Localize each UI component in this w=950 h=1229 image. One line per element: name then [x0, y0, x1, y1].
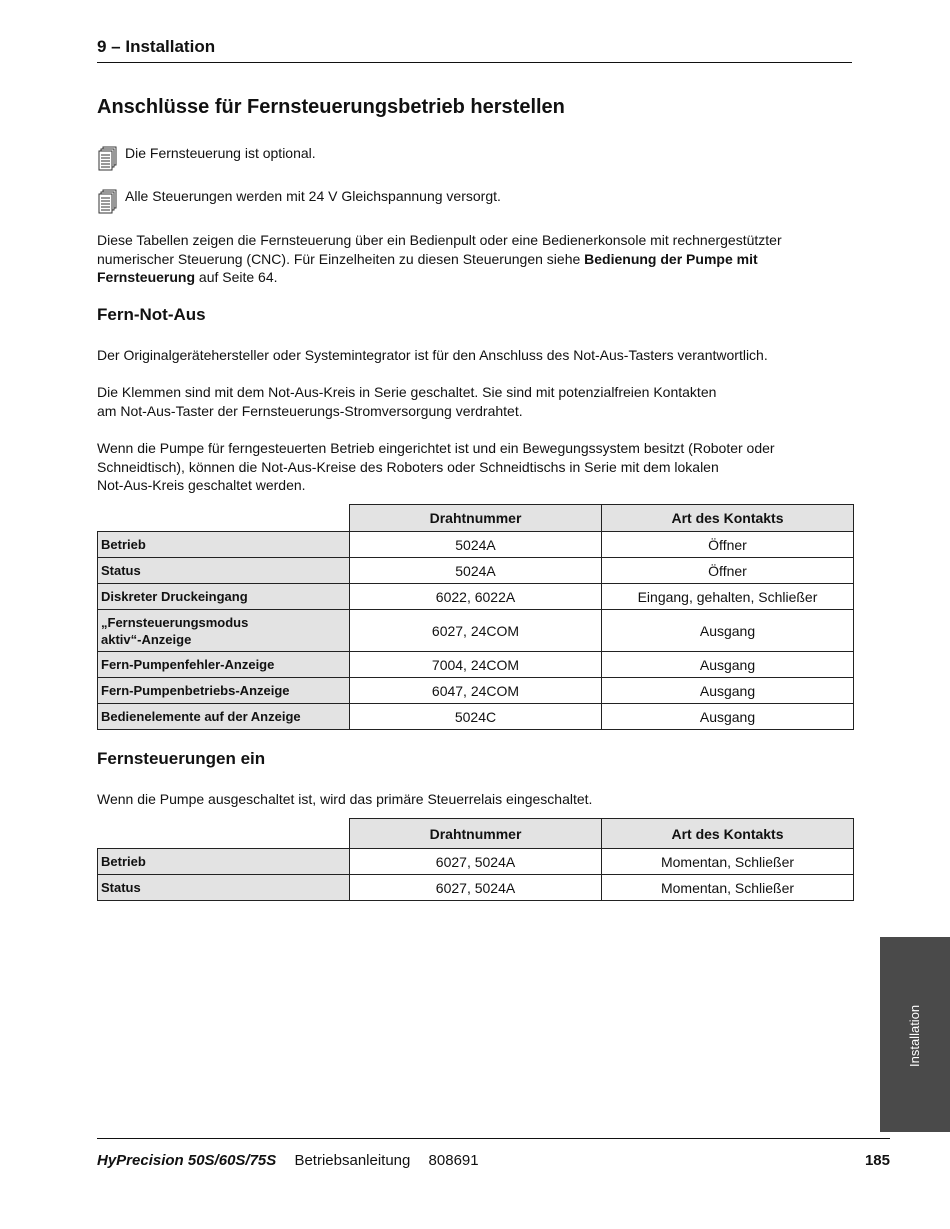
- section-heading-fernsteuerungen-ein: Fernsteuerungen ein: [97, 749, 266, 768]
- row-label: [98, 610, 350, 652]
- paragraph: [97, 439, 852, 495]
- row-label: Betrieb: [98, 532, 350, 558]
- paragraph: [97, 790, 852, 809]
- paragraph-text: am Not-Aus-Taster der Fernsteuerungs-Stromversorgung verdrahtet.: [97, 402, 523, 419]
- paragraph-text: Die Klemmen sind mit dem Not-Aus-Kreis in Serie geschaltet. Sie sind mit potenzialfreien Kontakten: [97, 384, 717, 400]
- row-label: Fern-Pumpenfehler-Anzeige: [98, 652, 350, 678]
- intro-line: auf Seite 64.: [195, 269, 278, 285]
- table-row: [98, 678, 854, 704]
- page-header: [97, 36, 852, 63]
- wire-number: 6022, 6022A: [350, 584, 602, 610]
- table-row: [98, 558, 854, 584]
- table-header-blank: [98, 505, 350, 532]
- wire-number: 5024A: [350, 532, 602, 558]
- row-label: Fern-Pumpenbetriebs-Anzeige: [98, 678, 350, 704]
- intro-line: Diese Tabellen zeigen die Fernsteuerung über ein Bedienpult oder eine Bedienerkonsole mit rechnergestützter: [97, 232, 782, 248]
- table-row: [98, 849, 854, 875]
- document-number: 808691: [428, 1152, 479, 1169]
- paragraph-text: Der Originalgerätehersteller oder Systemintegrator ist für den Anschluss des Not-Aus-Tasters verantwortlich.: [97, 347, 768, 363]
- table-row: [98, 875, 854, 901]
- note-icon: [97, 189, 119, 215]
- table-row: [98, 584, 854, 610]
- contact-type: Öffner: [602, 532, 854, 558]
- table-header-wire: Drahtnummer: [350, 505, 602, 532]
- section-title: 9 – Installation: [97, 37, 216, 56]
- contact-type: Eingang, gehalten, Schließer: [602, 584, 854, 610]
- contact-type: Öffner: [602, 558, 854, 584]
- table-header-row: [98, 819, 854, 849]
- section-heading-fern-not-aus: Fern-Not-Aus: [97, 305, 206, 324]
- product-name: HyPrecision 50S/60S/75S: [97, 1152, 277, 1169]
- contact-type: Ausgang: [602, 652, 854, 678]
- page-footer: [97, 1152, 890, 1174]
- note-voltage: [97, 189, 857, 217]
- not-aus-table: [97, 504, 854, 730]
- note-text: Die Fernsteuerung ist optional.: [125, 145, 316, 161]
- note-optional: [97, 146, 857, 174]
- intro-line: numerischer Steuerung (CNC). Für Einzelheiten zu diesen Steuerungen siehe: [97, 250, 585, 267]
- side-tab-label: Installation: [907, 1004, 922, 1067]
- contact-type: Ausgang: [602, 610, 854, 652]
- paragraph: [97, 383, 852, 420]
- fernsteuerungen-ein-table: [97, 818, 854, 901]
- note-icon: [97, 146, 119, 172]
- paragraph-text: Wenn die Pumpe ausgeschaltet ist, wird das primäre Steuerrelais eingeschaltet.: [97, 791, 593, 807]
- contact-type: Momentan, Schließer: [602, 875, 854, 901]
- table-row: [98, 704, 854, 730]
- cross-reference-link[interactable]: Bedienung der Pumpe mit: [584, 250, 758, 267]
- paragraph-text: Not-Aus-Kreis geschaltet werden.: [97, 477, 306, 493]
- wire-number: 5024C: [350, 704, 602, 730]
- row-label-line: „Fernsteuerungsmodus: [101, 614, 249, 630]
- row-label: Status: [98, 558, 350, 584]
- table-header-contact: Art des Kontakts: [602, 819, 854, 849]
- contact-type: Ausgang: [602, 704, 854, 730]
- table-header-row: [98, 505, 854, 532]
- footer-divider: [97, 1138, 890, 1139]
- table-header-blank: [98, 819, 350, 849]
- note-text: Alle Steuerungen werden mit 24 V Gleichspannung versorgt.: [125, 188, 501, 204]
- wire-number: 6027, 5024A: [350, 875, 602, 901]
- contact-type: Momentan, Schließer: [602, 849, 854, 875]
- wire-number: 6027, 5024A: [350, 849, 602, 875]
- manual-type: Betriebsanleitung: [294, 1152, 411, 1169]
- wire-number: 6027, 24COM: [350, 610, 602, 652]
- row-label: Bedienelemente auf der Anzeige: [98, 704, 350, 730]
- page-number: 185: [864, 1152, 890, 1169]
- paragraph: [97, 346, 852, 365]
- row-label: Diskreter Druckeingang: [98, 584, 350, 610]
- row-label: Betrieb: [98, 849, 350, 875]
- wire-number: 5024A: [350, 558, 602, 584]
- intro-paragraph: [97, 231, 852, 287]
- contact-type: Ausgang: [602, 678, 854, 704]
- table-row: [98, 652, 854, 678]
- table-row: [98, 532, 854, 558]
- table-header-wire: Drahtnummer: [350, 819, 602, 849]
- wire-number: 6047, 24COM: [350, 678, 602, 704]
- paragraph-text: Wenn die Pumpe für ferngesteuerten Betrieb eingerichtet ist und ein Bewegungssystem besitzt (Roboter oder: [97, 440, 775, 456]
- wire-number: 7004, 24COM: [350, 652, 602, 678]
- table-header-contact: Art des Kontakts: [602, 505, 854, 532]
- paragraph-text: Schneidtisch), können die Not-Aus-Kreise des Roboters oder Schneidtischs in Serie mit dem lokalen: [97, 458, 719, 475]
- cross-reference-link[interactable]: Fernsteuerung: [97, 269, 196, 285]
- chapter-side-tab: [880, 937, 950, 1132]
- table-row: [98, 610, 854, 652]
- row-label: Status: [98, 875, 350, 901]
- page-title: Anschlüsse für Fernsteuerungsbetrieb herstellen: [97, 96, 565, 118]
- row-label-line: aktiv“-Anzeige: [101, 631, 192, 647]
